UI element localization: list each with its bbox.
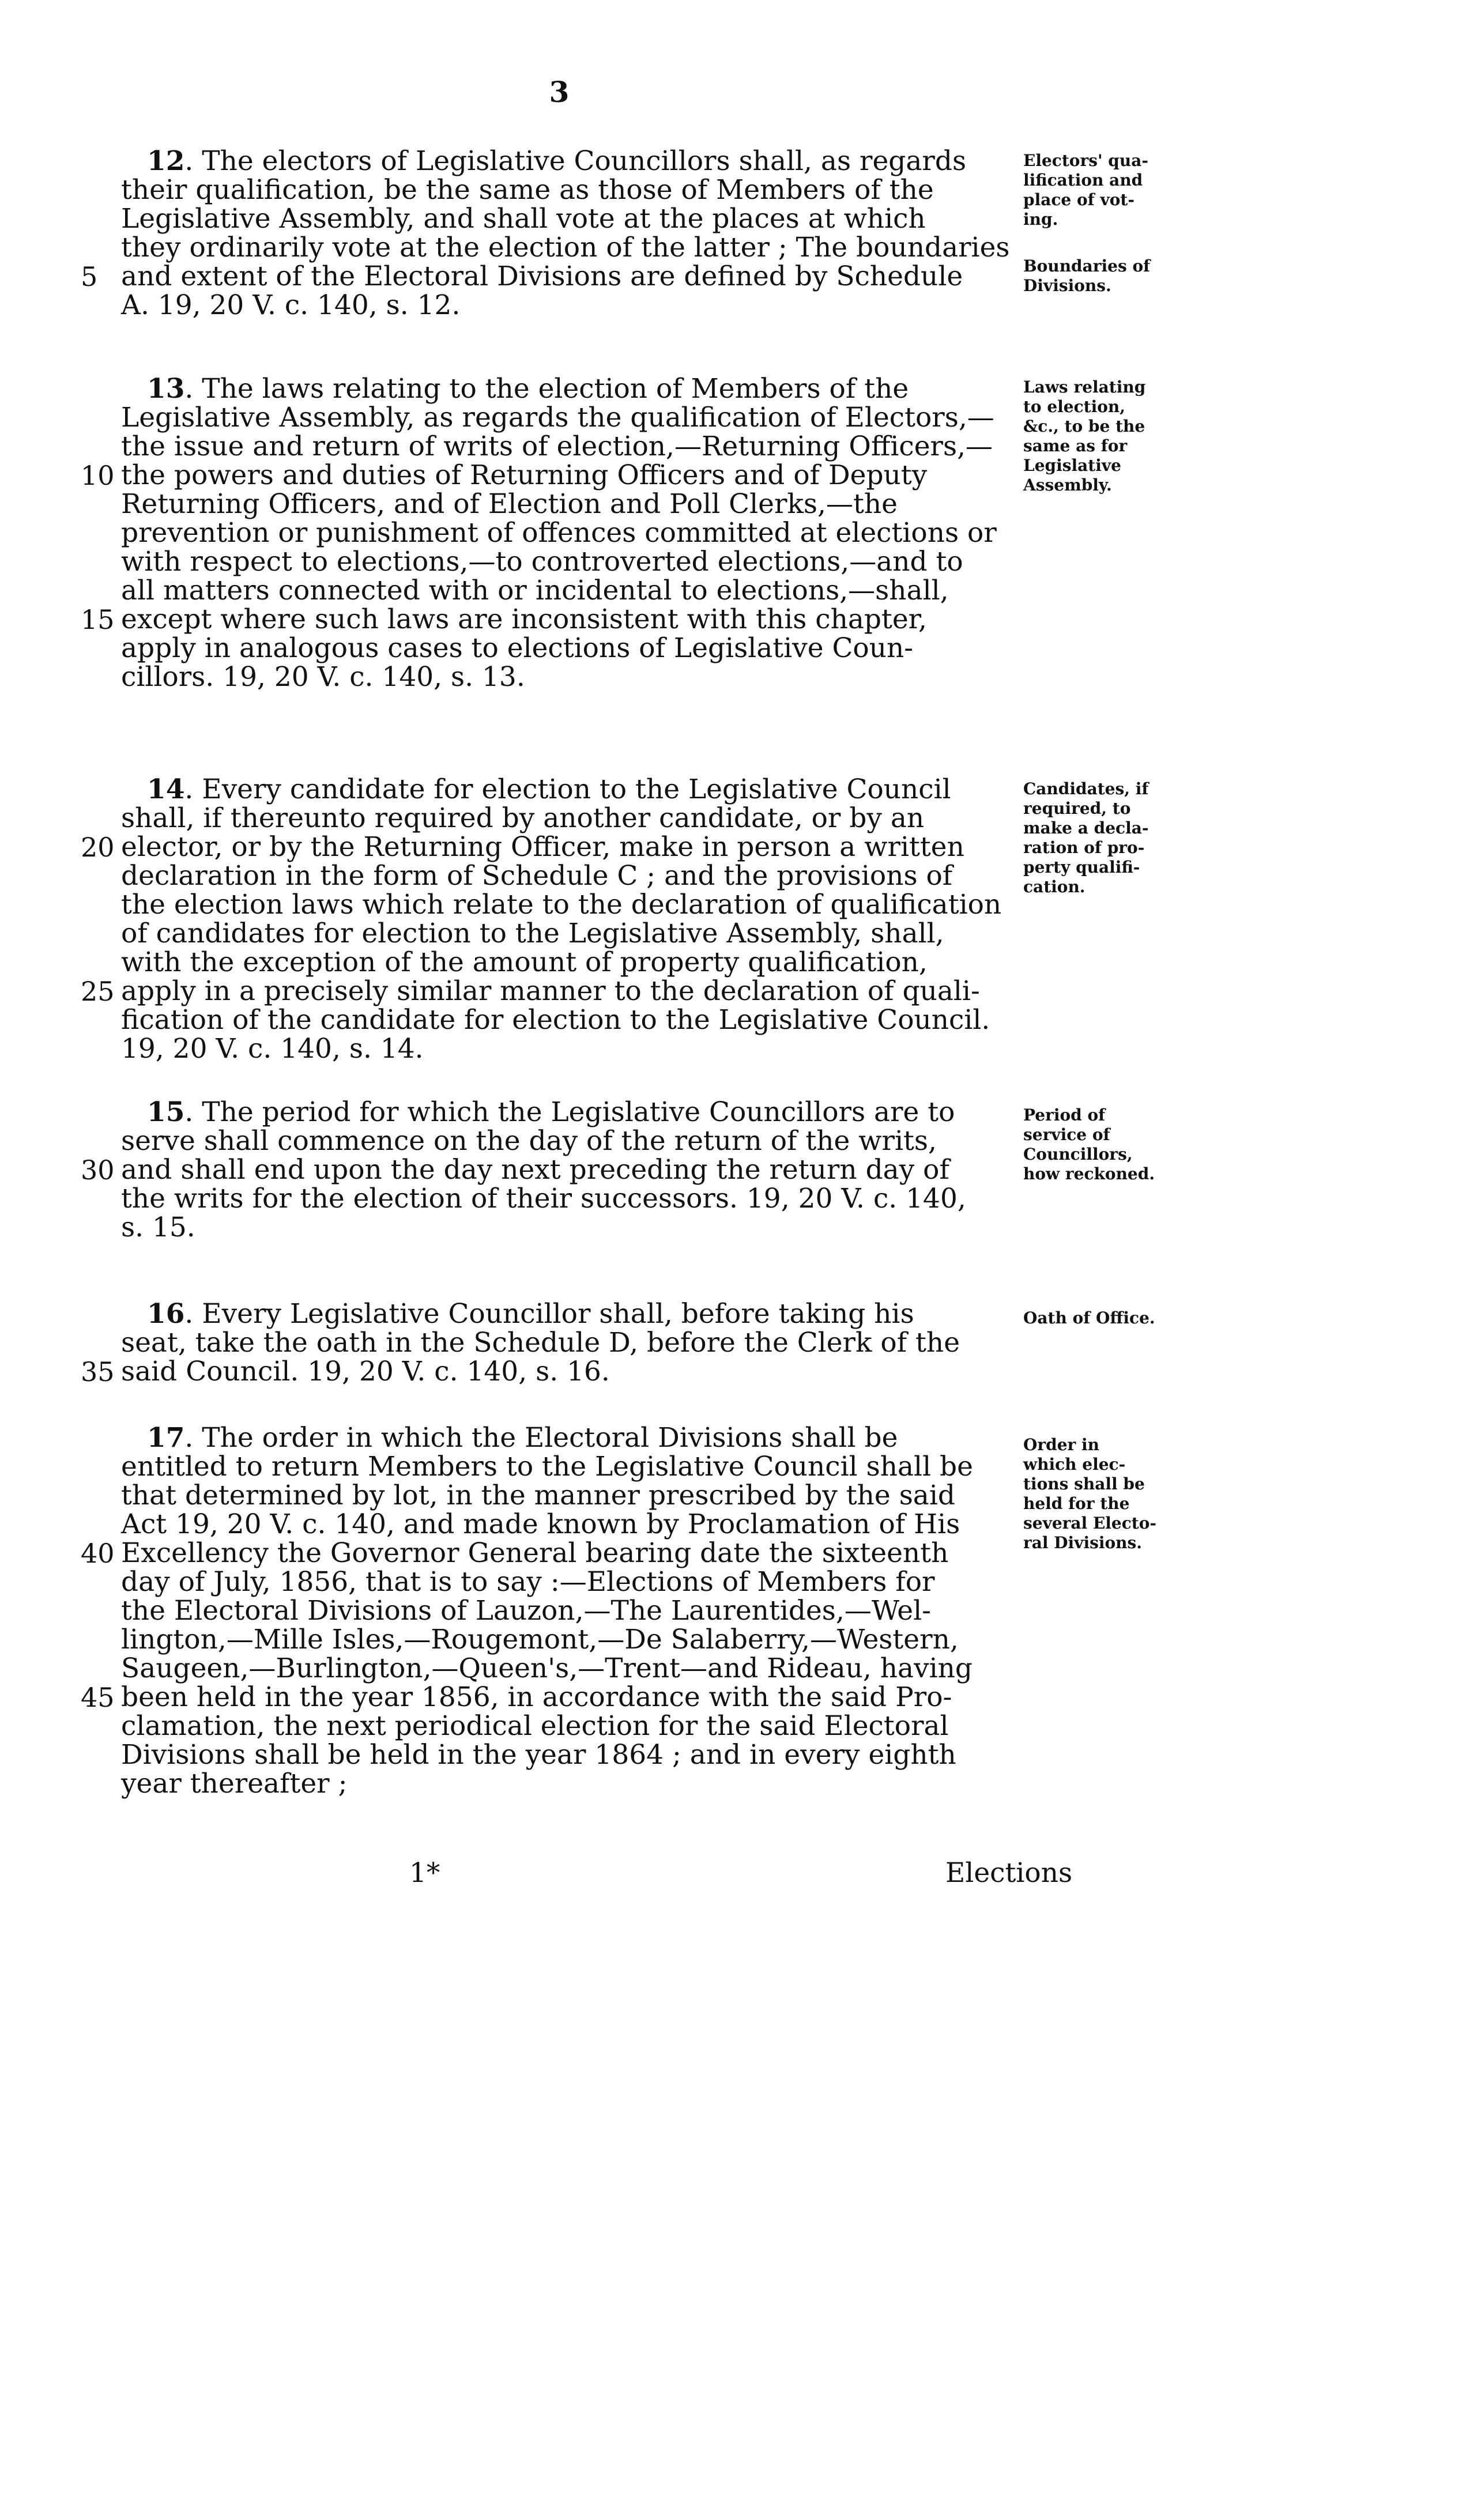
section-17-line-5: Excellency the Governor General bearing date the sixteenth [121, 1537, 949, 1569]
section-13-line-10: apply in analogous cases to elections of Legislative Coun- [121, 632, 914, 664]
section-17-line-8: lington,—Mille Isles,—Rougemont,—De Salaberry,—Western, [121, 1624, 959, 1655]
section-13-line-3: the issue and return of writs of election,—Returning Officers,— [121, 431, 993, 462]
section-13-line-9: except where such laws are inconsistent with this chapter, [121, 603, 927, 635]
section-number: 13 [147, 373, 185, 405]
section-15-line-4: the writs for the election of their successors. 19, 20 V. c. 140, [121, 1183, 966, 1214]
margin-note-oath-of-office: Oath of Office. [1023, 1308, 1155, 1327]
section-14-line-8: apply in a precisely similar manner to the declaration of quali- [121, 975, 980, 1007]
section-17-line-3: that determined by lot, in the manner prescribed by the said [121, 1480, 955, 1511]
section-17-line-9: Saugeen,—Burlington,—Queen's,—Trent—and Rideau, having [121, 1653, 973, 1684]
section-16-line-1: 16. Every Legislative Councillor shall, before taking his [147, 1298, 914, 1330]
section-12-line-1: 12. The electors of Legislative Councillors shall, as regards [147, 145, 967, 177]
line-number: 5 [81, 261, 98, 292]
section-13-line-6: prevention or punishment of offences committed at elections or [121, 517, 997, 549]
section-14-line-7: with the exception of the amount of property qualification, [121, 946, 928, 978]
line-number: 10 [81, 460, 115, 491]
section-16-line-3: said Council. 19, 20 V. c. 140, s. 16. [121, 1356, 610, 1387]
section-17-line-11: clamation, the next periodical election for the said Electoral [121, 1710, 949, 1742]
section-15-line-5: s. 15. [121, 1212, 195, 1243]
section-number: 16 [147, 1298, 185, 1330]
section-17-line-6: day of July, 1856, that is to say :—Elections of Members for [121, 1566, 935, 1598]
catchword: Elections [945, 1857, 1073, 1889]
margin-note-period-of-service: Period of service of Councillors, how reckoned. [1023, 1106, 1155, 1183]
section-12-line-3: Legislative Assembly, and shall vote at the places at which [121, 203, 926, 235]
section-12-line-2: their qualification, be the same as those of Members of the [121, 174, 934, 206]
section-number: 17 [147, 1422, 185, 1454]
section-14-line-10: 19, 20 V. c. 140, s. 14. [121, 1033, 424, 1065]
section-14-line-1: 14. Every candidate for election to the Legislative Council [147, 774, 951, 805]
line-number: 15 [81, 604, 115, 635]
line-number: 30 [81, 1155, 115, 1186]
section-14-line-4: declaration in the form of Schedule C ; and the provisions of [121, 860, 953, 892]
margin-note-order-of-elections: Order in which elec- tions shall be held for the several Electo- ral Divisions. [1023, 1435, 1157, 1552]
section-number: 14 [147, 774, 185, 805]
margin-note-electors-qualification: Electors' qua- lification and place of vot- ing. [1023, 151, 1148, 229]
section-14-line-5: the election laws which relate to the declaration of qualification [121, 889, 1002, 921]
margin-note-boundaries: Boundaries of Divisions. [1023, 256, 1151, 295]
section-17-line-2: entitled to return Members to the Legislative Council shall be [121, 1451, 973, 1482]
margin-note-laws-relating: Laws relating to election, &c., to be the same as for Legislative Assembly. [1023, 378, 1146, 495]
section-number: 15 [147, 1096, 185, 1128]
line-number: 40 [81, 1538, 115, 1569]
margin-note-candidates: Candidates, if required, to make a decla- ration of pro- perty qualifi- cation. [1023, 779, 1149, 896]
line-number: 20 [81, 832, 115, 863]
page-number: 3 [549, 75, 570, 109]
section-13-line-8: all matters connected with or incidental to elections,—shall, [121, 575, 949, 606]
section-17-line-13: year thereafter ; [121, 1768, 348, 1800]
section-14-line-9: fication of the candidate for election to the Legislative Council. [121, 1004, 990, 1036]
section-12-line-6: A. 19, 20 V. c. 140, s. 12. [121, 289, 461, 321]
section-13-line-5: Returning Officers, and of Election and Poll Clerks,—the [121, 488, 898, 520]
section-16-line-2: seat, take the oath in the Schedule D, before the Clerk of the [121, 1327, 960, 1359]
section-13-line-1: 13. The laws relating to the election of Members of the [147, 373, 909, 405]
section-13-line-7: with respect to elections,—to controverted elections,—and to [121, 546, 963, 578]
section-14-line-6: of candidates for election to the Legislative Assembly, shall, [121, 918, 944, 949]
section-number: 12 [147, 145, 185, 177]
section-15-line-3: and shall end upon the day next preceding the return day of [121, 1154, 949, 1186]
line-number: 35 [81, 1356, 115, 1387]
section-17-line-10: been held in the year 1856, in accordance with the said Pro- [121, 1681, 952, 1713]
section-17-line-1: 17. The order in which the Electoral Divisions shall be [147, 1422, 898, 1454]
section-17-line-4: Act 19, 20 V. c. 140, and made known by Proclamation of His [121, 1508, 960, 1540]
signature-mark: 1* [409, 1857, 440, 1889]
section-14-line-2: shall, if thereunto required by another candidate, or by an [121, 802, 925, 834]
line-number: 45 [81, 1682, 115, 1713]
line-number: 25 [81, 976, 115, 1007]
section-13-line-11: cillors. 19, 20 V. c. 140, s. 13. [121, 661, 525, 693]
section-15-line-1: 15. The period for which the Legislative Councillors are to [147, 1096, 955, 1128]
section-17-line-7: the Electoral Divisions of Lauzon,—The Laurentides,—Wel- [121, 1595, 932, 1627]
section-12-line-5: and extent of the Electoral Divisions are defined by Schedule [121, 261, 963, 292]
section-14-line-3: elector, or by the Returning Officer, make in person a written [121, 831, 964, 863]
section-12-line-4: they ordinarily vote at the election of the latter ; The boundaries [121, 232, 1010, 263]
section-17-line-12: Divisions shall be held in the year 1864 ; and in every eighth [121, 1739, 956, 1771]
section-13-line-4: the powers and duties of Returning Officers and of Deputy [121, 459, 928, 491]
section-13-line-2: Legislative Assembly, as regards the qualification of Electors,— [121, 402, 994, 433]
section-15-line-2: serve shall commence on the day of the return of the writs, [121, 1125, 937, 1157]
